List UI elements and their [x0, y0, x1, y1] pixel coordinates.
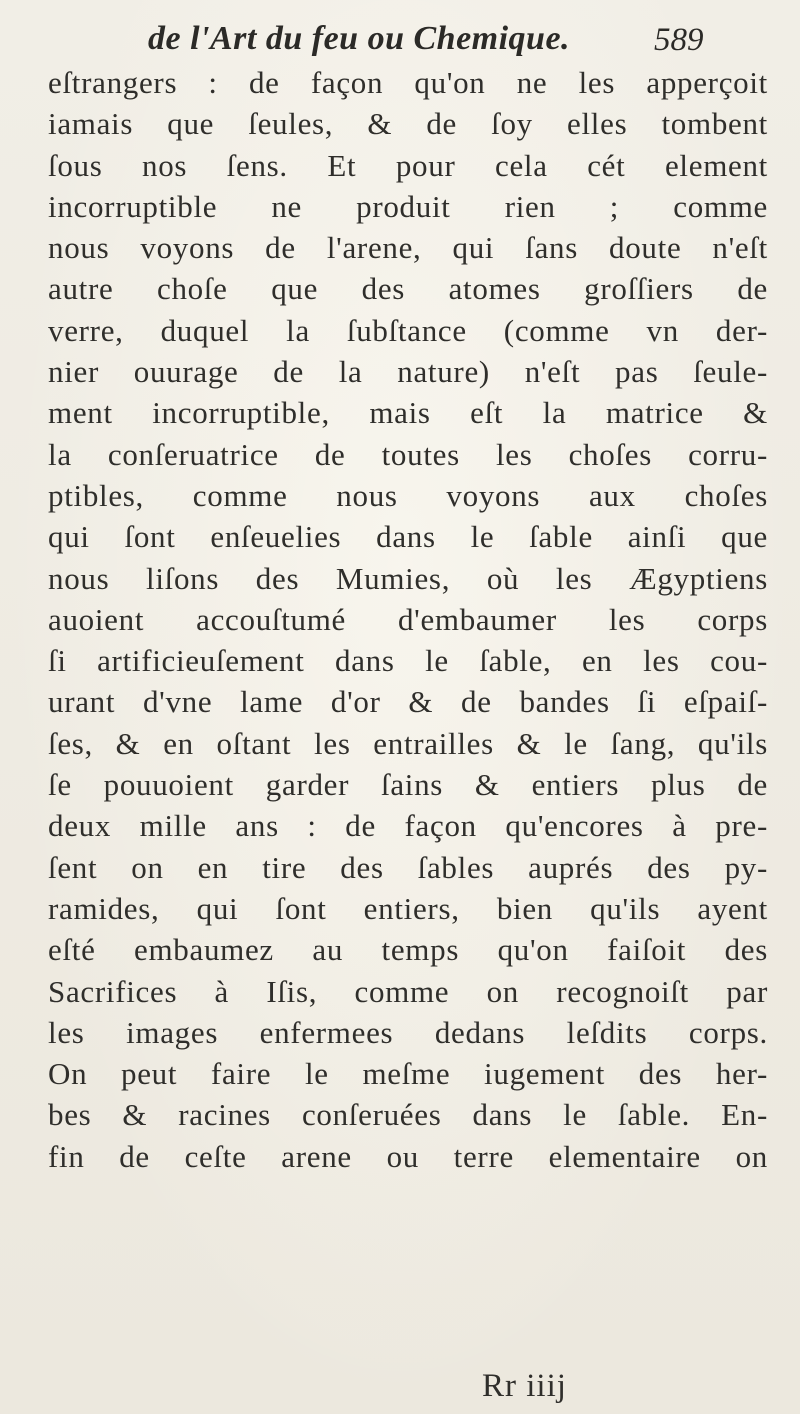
text-line: nous voyons de l'arene, qui ſans doute n'eſt	[48, 230, 768, 266]
text-line: autre choſe que des atomes groſſiers de	[48, 271, 768, 307]
text-line: les images enfermees dedans leſdits corps.	[48, 1014, 768, 1050]
body-text	[48, 62, 768, 1177]
text-line: ſes, & en oſtant les entrailles & le ſang, qu'ils	[48, 725, 768, 761]
text-line: deux mille ans : de façon qu'encores à pre-	[48, 808, 768, 844]
footer	[0, 1368, 800, 1408]
text-line: nous liſons des Mumies, où les Ægyptiens	[48, 560, 768, 596]
text-line: ptibles, comme nous voyons aux choſes	[48, 477, 768, 513]
text-line: eſtrangers : de façon qu'on ne les apperçoit	[48, 65, 768, 100]
text-line: ſi artificieuſement dans le ſable, en les cou-	[48, 643, 768, 679]
text-line: bes & racines conſeruées dans le ſable. En-	[48, 1097, 768, 1133]
text-line: Sacrifices à Iſis, comme on recognoiſt par	[48, 973, 768, 1009]
text-line: qui ſont enſeuelies dans le ſable ainſi que	[48, 519, 768, 555]
text-line: ment incorruptible, mais eſt la matrice &	[48, 395, 768, 431]
page-number: 589	[654, 22, 704, 58]
text-line: urant d'vne lame d'or & de bandes ſi eſpaiſ-	[48, 684, 768, 720]
text-line: auoient accouſtumé d'embaumer les corps	[48, 601, 768, 637]
text-line: iamais que ſeules, & de ſoy elles tombent	[48, 106, 768, 142]
text-line: fin de ceſte arene ou terre elementaire on	[48, 1138, 768, 1174]
text-line: eſté embaumez au temps qu'on faiſoit des	[48, 932, 768, 968]
text-line: ramides, qui ſont entiers, bien qu'ils ayent	[48, 890, 768, 926]
signature-mark: Rr iiij	[482, 1368, 567, 1404]
text-line: ſe pouuoient garder ſains & entiers plus de	[48, 767, 768, 803]
text-line: On peut faire le meſme iugement des her-	[48, 1056, 768, 1092]
running-title: de l'Art du feu ou Chemique.	[148, 20, 571, 57]
text-line: ſous nos ſens. Et pour cela cét element	[48, 147, 768, 183]
text-line: nier ouurage de la nature) n'eſt pas ſeule-	[48, 354, 768, 390]
text-line: verre, duquel la ſubſtance (comme vn der-	[48, 312, 768, 348]
text-line: la conſeruatrice de toutes les choſes corru-	[48, 436, 768, 472]
running-head	[0, 20, 800, 64]
text-line: incorruptible ne produit rien ; comme	[48, 188, 768, 224]
text-line: ſent on en tire des ſables auprés des py-	[48, 849, 768, 885]
